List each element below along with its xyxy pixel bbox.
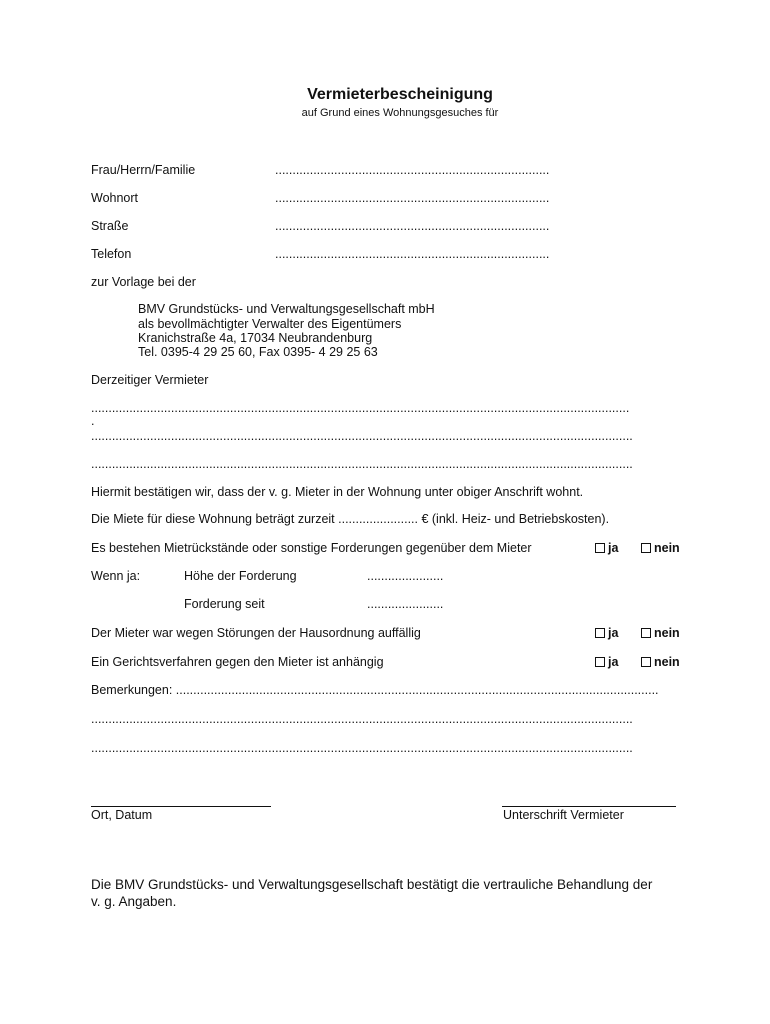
question-hausordnung: Der Mieter war wegen Störungen der Hausordnung auffällig [91, 626, 421, 640]
field-value-name[interactable]: ............................................................................... [275, 163, 550, 177]
bemerkungen-line-3[interactable]: ............................................................................................................................................................ [91, 741, 633, 755]
field-value-wohnort[interactable]: ............................................................................... [275, 191, 550, 205]
seit-label: Forderung seit [184, 597, 265, 611]
question-arrears: Es bestehen Mietrückstände oder sonstige Forderungen gegenüber dem Mieter [91, 541, 532, 555]
question-gericht-nein[interactable]: nein [641, 655, 680, 669]
checkbox-icon[interactable] [595, 628, 605, 638]
vermieter-label: Derzeitiger Vermieter [91, 373, 209, 387]
hoehe-label: Höhe der Forderung [184, 569, 297, 583]
rent-statement: Die Miete für diese Wohnung beträgt zurzeit ....................... € (inkl. Heiz- und Betriebskosten). [91, 512, 610, 526]
wenn-ja-label: Wenn ja: [91, 569, 141, 583]
question-gericht: Ein Gerichtsverfahren gegen den Mieter ist anhängig [91, 655, 384, 669]
signature-line-right [502, 806, 676, 807]
question-hausordnung-nein[interactable]: nein [641, 626, 680, 640]
checkbox-icon[interactable] [641, 628, 651, 638]
field-value-strasse[interactable]: ............................................................................... [275, 219, 550, 233]
bemerkungen-line-1[interactable]: Bemerkungen: ........................................................................................................................................... [91, 683, 659, 697]
hoehe-value[interactable]: ...................... [367, 569, 444, 583]
unterschrift-label: Unterschrift Vermieter [503, 808, 624, 822]
vermieter-line-1[interactable]: ........................................................................................................................................................... [91, 401, 630, 415]
question-arrears-ja[interactable]: ja [595, 541, 618, 555]
checkbox-icon[interactable] [595, 543, 605, 553]
vermieter-line-3[interactable]: ............................................................................................................................................................ [91, 457, 633, 471]
signature-line-left [91, 806, 271, 807]
question-arrears-nein[interactable]: nein [641, 541, 680, 555]
field-label-strasse: Straße [91, 219, 129, 233]
question-gericht-ja[interactable]: ja [595, 655, 618, 669]
address-line-4: Tel. 0395-4 29 25 60, Fax 0395- 4 29 25 63 [138, 345, 378, 359]
ort-datum-label: Ort, Datum [91, 808, 153, 822]
field-label-name: Frau/Herrn/Familie [91, 163, 196, 177]
bemerkungen-line-2[interactable]: ............................................................................................................................................................ [91, 712, 633, 726]
residence-statement: Hiermit bestätigen wir, dass der v. g. Mieter in der Wohnung unter obiger Anschrift wohnt. [91, 485, 584, 499]
question-hausordnung-ja[interactable]: ja [595, 626, 618, 640]
vermieter-line-1-dot: . [91, 414, 95, 428]
address-line-2: als bevollmächtigter Verwalter des Eigentümers [138, 317, 402, 331]
field-label-wohnort: Wohnort [91, 191, 139, 205]
checkbox-icon[interactable] [641, 657, 651, 667]
seit-value[interactable]: ...................... [367, 597, 444, 611]
address-line-1: BMV Grundstücks- und Verwaltungsgesellschaft mbH [138, 302, 435, 316]
footer-line-1: Die BMV Grundstücks- und Verwaltungsgesellschaft bestätigt die vertrauliche Behandlung der [91, 877, 653, 892]
field-label-telefon: Telefon [91, 247, 132, 261]
checkbox-icon[interactable] [641, 543, 651, 553]
checkbox-icon[interactable] [595, 657, 605, 667]
bemerkungen-label: Bemerkungen: [91, 683, 176, 697]
field-value-telefon[interactable]: ............................................................................... [275, 247, 550, 261]
document-subtitle: auf Grund eines Wohnungsgesuches für [301, 107, 499, 119]
vorlage-label: zur Vorlage bei der [91, 275, 196, 289]
address-line-3: Kranichstraße 4a, 17034 Neubrandenburg [138, 331, 373, 345]
document-title: Vermieterbescheinigung [307, 86, 493, 103]
vermieter-line-2[interactable]: ............................................................................................................................................................ [91, 429, 633, 443]
footer-line-2: v. g. Angaben. [91, 894, 177, 909]
